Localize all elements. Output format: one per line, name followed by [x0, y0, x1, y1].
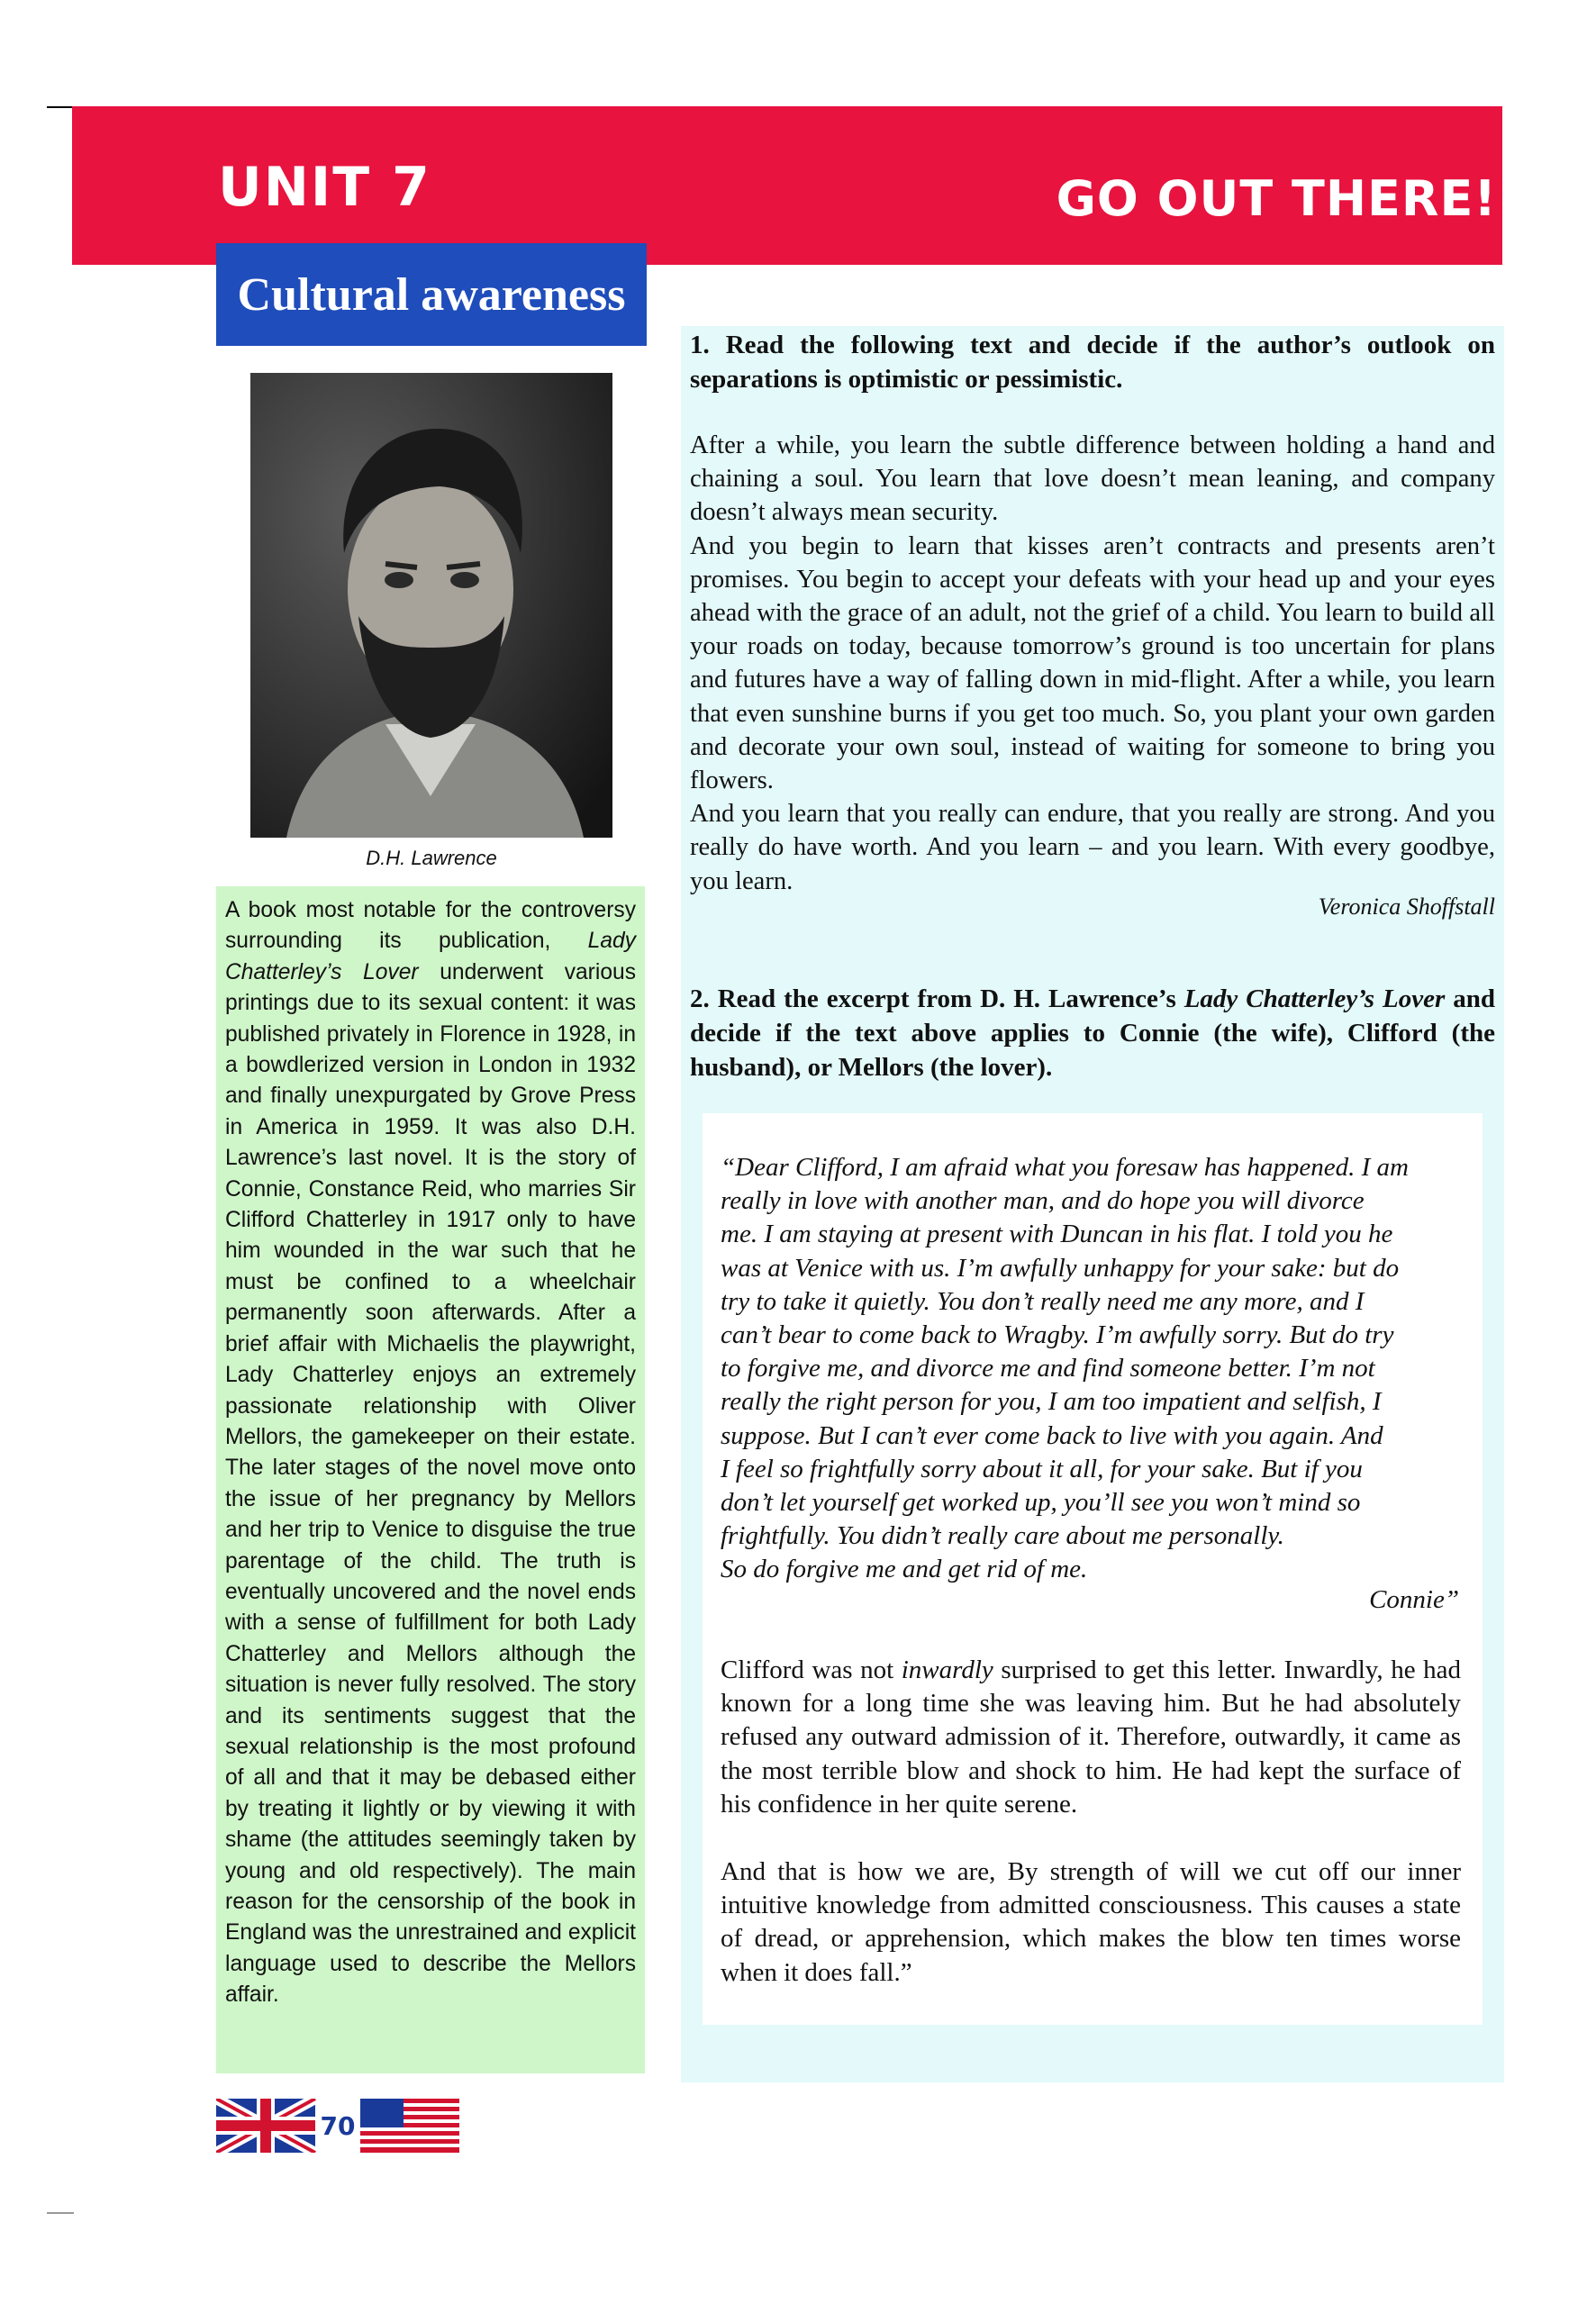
poem-paragraph: After a while, you learn the subtle difference between holding a hand and chaining a soul. You learn that love doesn’t mean leaning, and company doesn’t always mean security. [690, 431, 1495, 527]
unit-label: UNIT 7 [218, 156, 431, 219]
summary-book-title: Lady Chatterley’s Lover [225, 929, 636, 984]
letter-line: really the right person for you, I am too impatient and selfish, I [721, 1387, 1382, 1417]
instruction-end: and decide if the text above applies to Connie (the wife), Clifford (the husband), or Mellors (the lover). [690, 984, 1496, 1082]
exercise-2-instruction [690, 982, 1495, 1084]
summary-intro: A book most notable for the controversy surrounding its publication, [225, 898, 636, 954]
us-flag-icon [360, 2099, 459, 2153]
page-footer [216, 2099, 459, 2153]
uk-flag-icon [216, 2099, 315, 2153]
letter-line: try to take it quietly. You don’t really need me any more, and I [721, 1286, 1365, 1316]
letter-line: I feel so frightfully sorry about it all, for your sake. But if you [721, 1454, 1363, 1483]
letter-line: frightfully. You didn’t really care about me personally. [721, 1521, 1284, 1551]
para-italic-word: inwardly [901, 1655, 993, 1684]
letter-line: don’t let yourself get worked up, you’ll see you won’t mind so [721, 1488, 1361, 1518]
letter-line: can’t bear to come back to Wragby. I’m awfully sorry. But do try [721, 1320, 1394, 1350]
letter-line: So do forgive me and get rid of me. [721, 1555, 1088, 1584]
poem-text [690, 429, 1495, 898]
poem-paragraph: And you begin to learn that kisses aren’t contracts and presents aren’t promises. You begin to accept your defeats with your head up and your eyes ahead with the grace of an adult, not the grief of a child. You learn to build all your roads on today, because tomorrow’s ground is too uncertain for plans and futures have a way of falling down in mid-flight. After a while, you learn that even sunshine burns if you get too much. So, you plant your own garden and decorate your own soul, instead of waiting for someone to bring you flowers. [690, 531, 1495, 795]
poem-author: Veronica Shoffstall [1318, 893, 1495, 920]
letter-line: was at Venice with us. I’m awfully unhappy for your sake: but do [721, 1253, 1400, 1283]
para-end: surprised to get this letter. Inwardly, he had known for a long time she was leaving him. But he had absolutely refused any outward admission of it. Therefore, outwardly, it came as the most terrible blow and shock to him. He had kept the surface of his confidence in her quite serene. [721, 1655, 1462, 1819]
section-heading: Cultural awareness [216, 243, 647, 346]
letter-line: “Dear Clifford, I am afraid what you foresaw has happened. I am [721, 1153, 1409, 1182]
crop-mark-bottom [47, 2212, 74, 2214]
unit-title: GO OUT THERE! [1056, 170, 1497, 227]
page-number: 70 [317, 2104, 358, 2147]
letter-signature: Connie” [1369, 1585, 1459, 1614]
portrait-illustration [250, 373, 612, 838]
letter-line: to forgive me, and divorce me and find someone better. I’m not [721, 1354, 1375, 1383]
poem-paragraph: And you learn that you really can endure, that you really are strong. And you really do have worth. And you learn – and you learn. With every goodbye, you learn. [690, 800, 1495, 895]
crop-mark-top [47, 106, 74, 108]
excerpt-paragraph-1 [721, 1654, 1461, 1821]
book-summary-box [216, 886, 645, 2073]
letter-line: suppose. But I can’t ever come back to live with you again. And [721, 1420, 1383, 1450]
portrait-caption: D.H. Lawrence [366, 847, 497, 869]
excerpt-paragraph-2: And that is how we are, By strength of will we cut off our inner intuitive knowledge from admitted consciousness. This causes a state of dread, or apprehension, which makes the blow ten times worse when it does fall.” [721, 1857, 1461, 1987]
instruction-start: 2. Read the excerpt from D. H. Lawrence’s [690, 984, 1176, 1013]
instruction-book-title: Lady Chatterley’s Lover [1183, 984, 1446, 1013]
exercise-1-instruction: 1. Read the following text and decide if the author’s outlook on separations is optimistic or pessimistic. [690, 331, 1495, 394]
para-start: Clifford was not [721, 1655, 894, 1684]
letter-line: really in love with another man, and do hope you will divorce [721, 1186, 1365, 1216]
portrait-photo [250, 373, 612, 838]
letter-text [721, 1151, 1461, 1587]
summary-body: underwent various printings due to its sexual content: it was published privately in Florence in 1928, in a bowdlerized version in London in 1932 and finally unexpurgated by Grove Press in America in 1959. It was also D.H. Lawrence’s last novel. It is the story of Connie, Constance Reid, who marries Sir Clifford Chatterley in 1917 only to have him wounded in the war such that he must be confined to a wheelchair permanently soon afterwards. After a brief affair with Michaelis the playwright, Lady Chatterley enjoys an extremely passionate relationship with Oliver Mellors, the gamekeeper on their estate. The later stages of the novel move onto the issue of her pregnancy by Mellors and her trip to Venice to disguise the true parentage of the child. The truth is eventually uncovered and the novel ends with a sense of fulfillment for both Lady Chatterley and Mellors although the situation is never fully resolved. The story and its sentiments suggest that the sexual relationship is the most profound of all and that it may be debased either by treating it lightly or by viewing it with shame (the attitudes seemingly taken by young and old respectively). The main reason for the censorship of the book in England was the unrestrained and explicit language used to describe the Mellors affair. [225, 959, 636, 2008]
letter-line: me. I am staying at present with Duncan in his flat. I told you he [721, 1220, 1393, 1249]
